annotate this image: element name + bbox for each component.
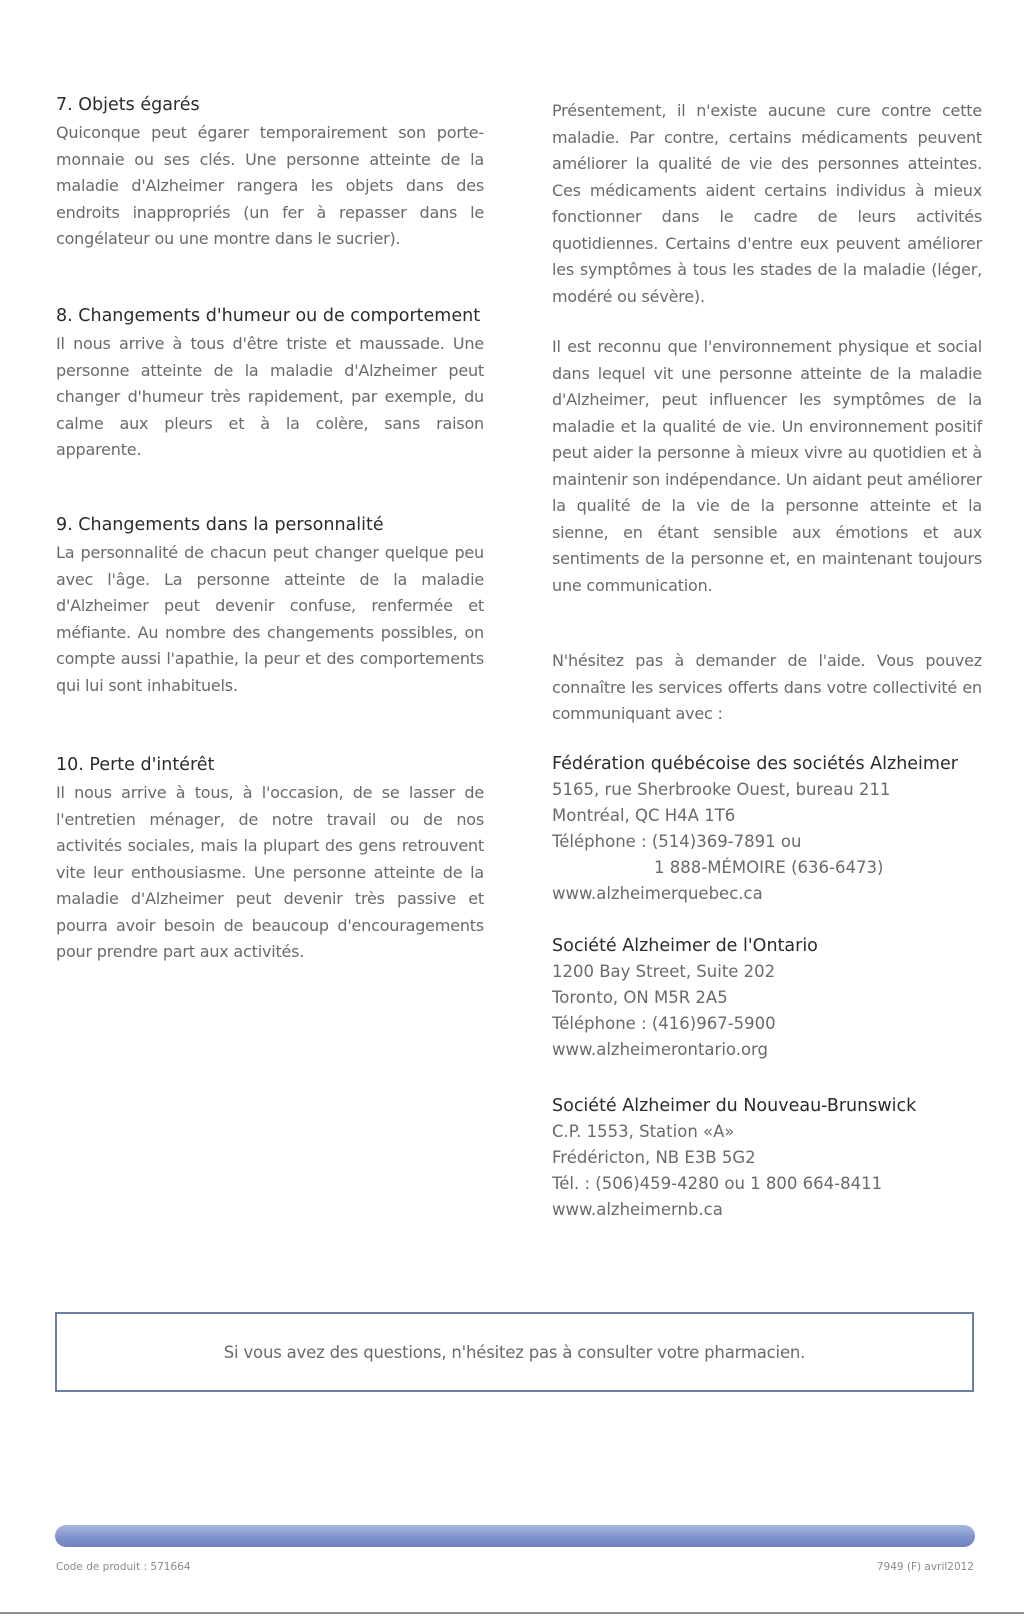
section-changements-humeur — [56, 303, 484, 464]
contact-city: Frédéricton, NB E3B 5G2 — [552, 1148, 756, 1167]
paragraph: N'hésitez pas à demander de l'aide. Vous pouvez connaître les services offerts dans votre collectivité en communiquant avec : — [552, 651, 982, 723]
section-heading: 8. Changements d'humeur ou de comportement — [56, 306, 481, 326]
contact-address: 5165, rue Sherbrooke Ouest, bureau 211 — [552, 780, 891, 799]
contact-phone-alt: 1 888-MÉMOIRE (636-6473) — [654, 858, 884, 877]
contact-phone: Téléphone : (416)967-5900 — [552, 1014, 776, 1033]
pharmacist-notice-box — [55, 1312, 974, 1392]
contact-website[interactable]: www.alzheimerquebec.ca — [552, 884, 763, 903]
contact-city: Toronto, ON M5R 2A5 — [552, 988, 728, 1007]
paragraph-traitement — [552, 98, 982, 310]
contact-website[interactable]: www.alzheimernb.ca — [552, 1200, 723, 1219]
section-body: Il nous arrive à tous d'être triste et maussade. Une personne atteinte de la maladie d'Alzheimer peut changer d'humeur très rapidement, par exemple, du calme aux pleurs et à la colère, sans raison apparente. — [56, 334, 484, 459]
contact-name: Fédération québécoise des sociétés Alzheimer — [552, 754, 958, 774]
section-objets-egares — [56, 92, 484, 253]
section-body: La personnalité de chacun peut changer quelque peu avec l'âge. La personne atteinte de la maladie d'Alzheimer peut devenir confuse, renfermée et méfiante. Au nombre des changements possibles, on compte aussi l'apathie, la peur et des comportements qui lui sont inhabituels. — [56, 543, 484, 695]
section-heading: 10. Perte d'intérêt — [56, 755, 215, 775]
footer-decorative-bar — [55, 1525, 975, 1547]
section-heading: 7. Objets égarés — [56, 95, 200, 115]
pharmacist-notice-text: Si vous avez des questions, n'hésitez pas à consulter votre pharmacien. — [223, 1342, 806, 1362]
contact-address: 1200 Bay Street, Suite 202 — [552, 962, 776, 981]
section-body: Quiconque peut égarer temporairement son porte-monnaie ou ses clés. Une personne atteinte de la maladie d'Alzheimer rangera les objets dans des endroits inappropriés (un fer à repasser dans le congélateur ou une montre dans le sucrier). — [56, 123, 484, 248]
section-heading: 9. Changements dans la personnalité — [56, 515, 384, 535]
contact-name: Société Alzheimer de l'Ontario — [552, 936, 818, 956]
document-reference: 7949 (F) avril2012 — [876, 1561, 974, 1573]
contact-website[interactable]: www.alzheimerontario.org — [552, 1040, 769, 1059]
section-body: Il nous arrive à tous, à l'occasion, de se lasser de l'entretien ménager, de notre travail ou de nos activités sociales, mais la plupart des gens retrouvent vite leur enthousiasme. Une personne atteinte de la maladie d'Alzheimer peut devenir très passive et pourra avoir besoin de beaucoup d'encouragements pour prendre part aux activités. — [56, 783, 484, 961]
section-perte-interet — [56, 752, 484, 966]
contact-name: Société Alzheimer du Nouveau-Brunswick — [552, 1096, 917, 1116]
contact-city: Montréal, QC H4A 1T6 — [552, 806, 736, 825]
paragraph-aide — [552, 648, 982, 728]
paragraph-environnement — [552, 334, 982, 599]
product-code: Code de produit : 571664 — [56, 1561, 191, 1573]
contact-phone: Tél. : (506)459-4280 ou 1 800 664-8411 — [552, 1174, 883, 1193]
contact-societe-nouveau-brunswick — [552, 1093, 982, 1223]
contact-federation-quebec — [552, 751, 982, 907]
contact-societe-ontario — [552, 933, 982, 1063]
section-changements-personnalite — [56, 512, 484, 699]
bottom-divider — [0, 1612, 1024, 1614]
contact-phone: Téléphone : (514)369-7891 ou — [552, 832, 802, 851]
contact-address: C.P. 1553, Station «A» — [552, 1122, 735, 1141]
paragraph: Présentement, il n'existe aucune cure contre cette maladie. Par contre, certains médicaments peuvent améliorer la qualité de vie des personnes atteintes. Ces médicaments aident certains individus à mieux fonctionner dans le cadre de leurs activités quotidiennes. Certains d'entre eux peuvent améliorer les symptômes à tous les stades de la maladie (léger, modéré ou sévère). — [552, 101, 982, 306]
paragraph: Il est reconnu que l'environnement physique et social dans lequel vit une personne atteinte de la maladie d'Alzheimer, peut influencer les symptômes de la maladie et la qualité de vie. Un environnement positif peut aider la personne à mieux vivre au quotidien et à maintenir son indépendance. Un aidant peut améliorer la qualité de la vie de la personne atteinte et la sienne, en étant sensible aux émotions et aux sentiments de la personne et, en maintenant toujours une communication. — [552, 337, 982, 595]
